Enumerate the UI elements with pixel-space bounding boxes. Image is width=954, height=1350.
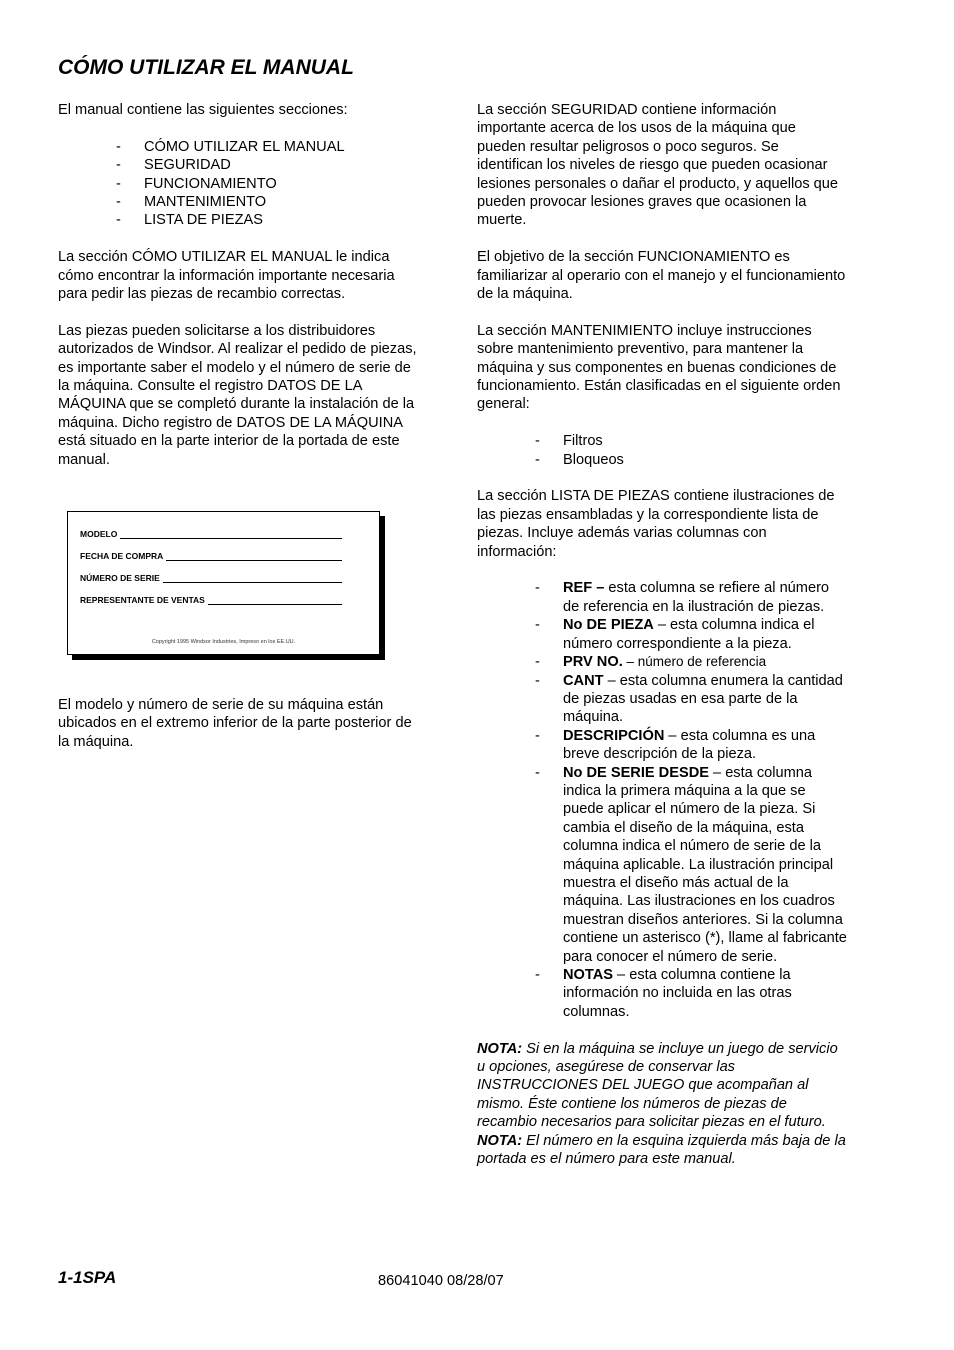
safety-paragraph: La sección SEGURIDAD contiene información importante acerca de los usos de la máquina que pueden resultar peligrosos o poco seguros. Se identifican los niveles de riesgo que pueden ocasionar lesiones personales o dañar el producto, y aquellos que pueden provocar lesiones graves que ocasionen la muerte.: [477, 102, 839, 229]
list-item: - CANT – esta columna enumera la cantidad de piezas usadas en esa parte de la máquina.: [535, 672, 843, 726]
machine-data-form: [67, 511, 380, 655]
list-item: - FUNCIONAMIENTO: [116, 175, 277, 192]
representante-field: REPRESENTANTE DE VENTAS: [80, 595, 342, 605]
left-column: [58, 101, 423, 487]
list-item: - Bloqueos: [535, 451, 624, 468]
fecha-field: FECHA DE COMPRA: [80, 551, 342, 561]
right-column: [477, 101, 847, 1168]
list-item: - PRV NO. – número de referencia: [535, 654, 767, 671]
list-item: - No DE SERIE DESDE – esta columna indica la primera máquina a la que se puede aplicar el número de la pieza. Si cambia el diseño de la máquina, esta columna indica el número de serie de la máquina aplicable. La ilustración principal muestra el diseño más actual de la máquina. Las ilustraciones en los cuadros muestran diseños anteriores. Si la columna contiene un asterisco (*), llame al fabricante para conocer el número de serie.: [535, 764, 847, 965]
document-number: 86041040 08/28/07: [378, 1273, 504, 1289]
intro-text: El manual contiene las siguientes secciones:: [58, 102, 348, 118]
sections-list: [58, 138, 423, 230]
maintenance-paragraph: La sección MANTENIMIENTO incluye instrucciones sobre mantenimiento preventivo, para mantener la máquina y sus componentes en buenas condiciones de funcionamiento. Están clasificadas en el siguiente orden general:: [477, 322, 841, 413]
list-item: - LISTA DE PIEZAS: [116, 212, 263, 229]
note-kit: NOTA: Si en la máquina se incluye un juego de servicio u opciones, asegúrese de conservar las INSTRUCCIONES DEL JUEGO que acompañan al mismo. Éste contiene los números de piezas de recambio necesarios para solicitar piezas en el futuro.: [477, 1040, 838, 1131]
list-item: - SEGURIDAD: [116, 157, 231, 174]
copyright-text: Copyright 1995 Windsor Industries, Impreso en los EE.UU.: [151, 639, 296, 645]
location-paragraph: El modelo y número de serie de su máquina están ubicados en el extremo inferior de la parte posterior de la máquina.: [58, 697, 412, 750]
list-item: - Filtros: [535, 433, 603, 450]
list-item: - MANTENIMIENTO: [116, 194, 267, 211]
note-manual-number: NOTA: El número en la esquina izquierda más baja de la portada es el número para este manual.: [477, 1132, 846, 1168]
page-number: 1-1SPA: [58, 1268, 117, 1287]
parts-list-paragraph: La sección LISTA DE PIEZAS contiene ilustraciones de las piezas ensambladas y la correspondiente lista de piezas. Incluye además varias columnas con información:: [477, 488, 835, 560]
list-item: - NOTAS – esta columna contiene la información no incluida en las otras columnas.: [535, 967, 792, 1020]
maintenance-list: [477, 432, 847, 469]
serie-field: NÚMERO DE SERIE: [80, 573, 342, 583]
operation-paragraph: El objetivo de la sección FUNCIONAMIENTO es familiarizar al operario con el manejo y el funcionamiento de la máquina.: [477, 249, 846, 303]
page-title: CÓMO UTILIZAR EL MANUAL: [58, 56, 354, 79]
columns-list: [477, 579, 847, 1021]
how-to-paragraph: La sección CÓMO UTILIZAR EL MANUAL le indica cómo encontrar la información importante necesaria para pedir las piezas de recambio correctas.: [58, 249, 395, 303]
list-item: - DESCRIPCIÓN – esta columna es una breve descripción de la pieza.: [535, 727, 816, 763]
ordering-paragraph: Las piezas pueden solicitarse a los distribuidores autorizados de Windsor. Al realizar el pedido de piezas, es importante saber el modelo y el número de serie de la máquina. Consulte el registro DATOS DE LA MÁQUINA que se completó durante la instalación de la máquina. Dicho registro de DATOS DE LA MÁQUINA está situado en la parte interior de la portada de este manual.: [58, 322, 417, 468]
list-item: - No DE PIEZA – esta columna indica el número correspondiente a la pieza.: [535, 617, 815, 652]
list-item: - CÓMO UTILIZAR EL MANUAL: [116, 138, 345, 155]
modelo-field: MODELO: [80, 529, 342, 539]
list-item: - REF – esta columna se refiere al número de referencia en la ilustración de piezas.: [535, 580, 830, 615]
